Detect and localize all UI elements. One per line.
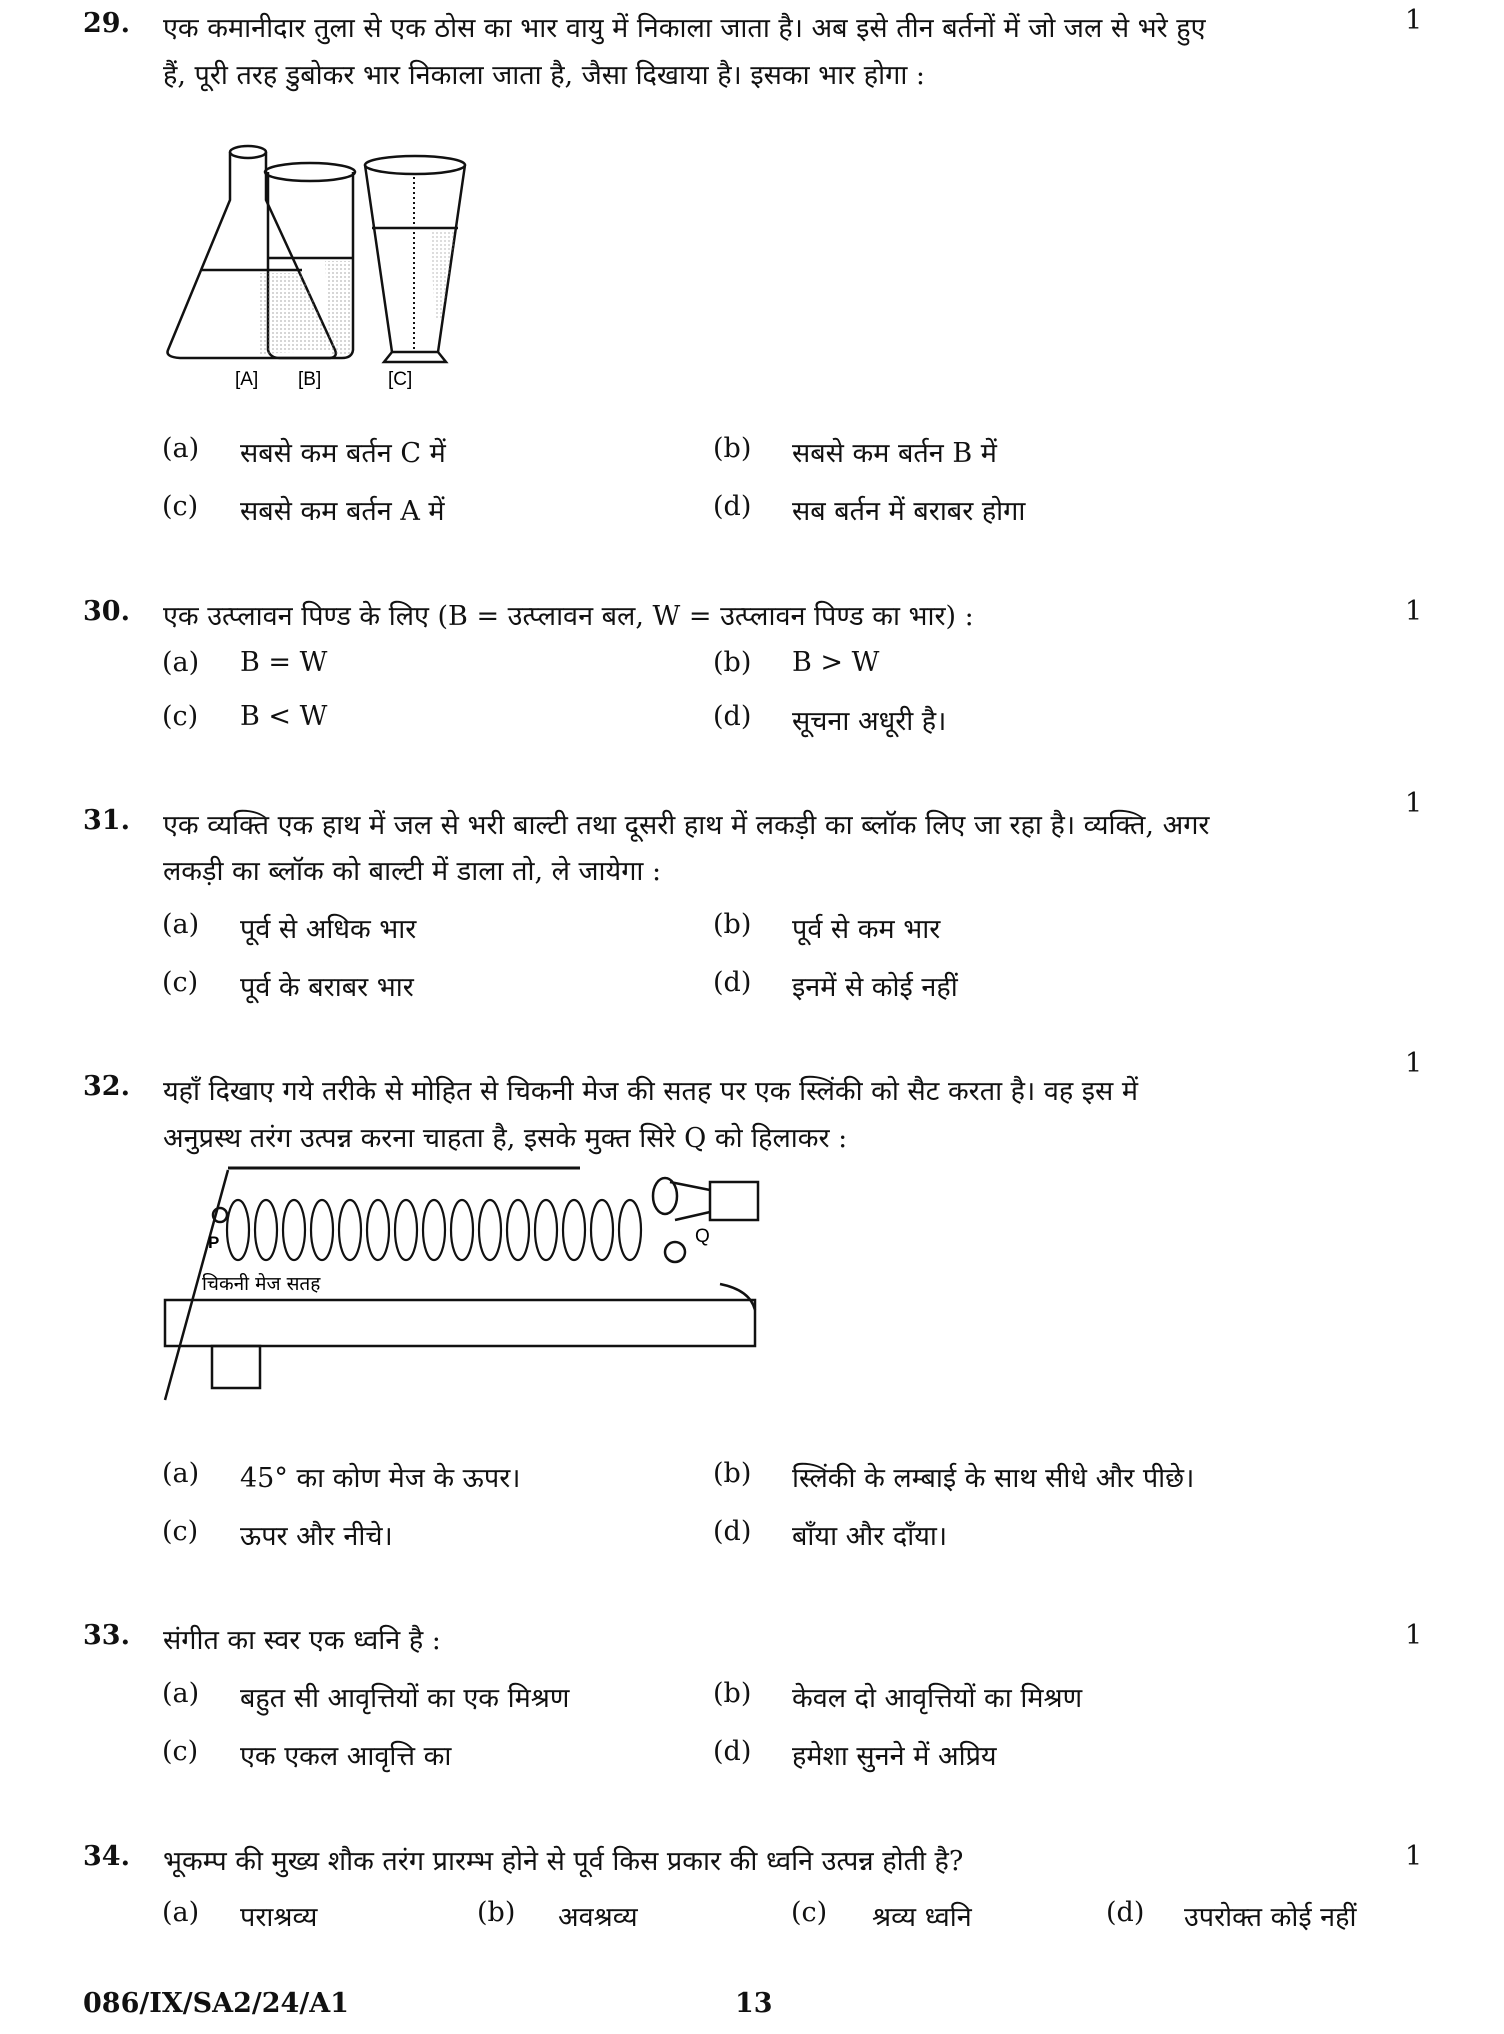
- option-label: (d): [713, 491, 752, 522]
- marks: 1: [1405, 1048, 1423, 1079]
- slinky-coil: [563, 1200, 585, 1260]
- option-text: पूर्व से कम भार: [792, 914, 941, 945]
- option-label: (b): [477, 1897, 516, 1928]
- figure-label-a: [A]: [235, 369, 259, 390]
- question-number: 32.: [83, 1071, 130, 1102]
- option-label: (d): [713, 967, 752, 998]
- option-text: हमेशा सुनने में अप्रिय: [792, 1741, 997, 1772]
- option-label: (a): [162, 433, 200, 464]
- option-label: (c): [162, 1516, 199, 1547]
- option-text: अवश्रव्य: [558, 1902, 638, 1933]
- option-text: सबसे कम बर्तन B में: [792, 438, 997, 469]
- marks: 1: [1405, 1620, 1423, 1651]
- option-text: एक एकल आवृत्ति का: [240, 1741, 452, 1772]
- option-label: (d): [713, 1736, 752, 1767]
- paper-code: 086/IX/SA2/24/A1: [83, 1988, 349, 2019]
- question-text: यहाँ दिखाए गये तरीके से मोहित से चिकनी मेज की सतह पर एक स्लिंकी को सैट करता है। वह इस में: [163, 1076, 1139, 1107]
- option-text: पूर्व के बराबर भार: [240, 972, 414, 1003]
- slinky-coil: [423, 1200, 445, 1260]
- option-label: (b): [713, 433, 752, 464]
- question-text: लकड़ी का ब्लॉक को बाल्टी में डाला तो, ले जायेगा :: [163, 856, 662, 887]
- option-label: (d): [1106, 1897, 1145, 1928]
- slinky-coil: [227, 1200, 249, 1260]
- slinky-coil: [339, 1200, 361, 1260]
- question-text: भूकम्प की मुख्य शौक तरंग प्रारम्भ होने से पूर्व किस प्रकार की ध्वनि उत्पन्न होती है?: [163, 1846, 964, 1877]
- option-label: (a): [162, 1458, 200, 1489]
- option-text: B = W: [240, 647, 328, 678]
- slinky-coil: [311, 1200, 333, 1260]
- page-number: 13: [735, 1988, 773, 2019]
- option-label: (c): [162, 491, 199, 522]
- slinky-coil: [535, 1200, 557, 1260]
- option-text: इनमें से कोई नहीं: [792, 972, 958, 1003]
- option-label: (a): [162, 1897, 200, 1928]
- slinky-coil: [451, 1200, 473, 1260]
- marks: 1: [1405, 596, 1423, 627]
- option-text: सूचना अधूरी है।: [792, 706, 947, 737]
- slinky-table-figure: [150, 1160, 800, 1410]
- option-text: बहुत सी आवृत्तियों का एक मिश्रण: [240, 1683, 570, 1714]
- option-label: (b): [713, 1678, 752, 1709]
- option-label: (c): [791, 1897, 828, 1928]
- option-text: श्रव्य ध्वनि: [872, 1902, 972, 1933]
- slinky-coil: [255, 1200, 277, 1260]
- option-label: (a): [162, 647, 200, 678]
- option-text: B < W: [240, 701, 328, 732]
- question-number: 29.: [83, 8, 130, 39]
- option-label: (c): [162, 967, 199, 998]
- question-number: 33.: [83, 1620, 130, 1651]
- marks: 1: [1405, 788, 1423, 819]
- marks: 1: [1405, 5, 1423, 36]
- question-text: एक व्यक्ति एक हाथ में जल से भरी बाल्टी तथा दूसरी हाथ में लकड़ी का ब्लॉक लिए जा रहा है। व्यक्ति, अगर: [163, 810, 1210, 841]
- option-text: केवल दो आवृत्तियों का मिश्रण: [792, 1683, 1083, 1714]
- figure-label-c: [C]: [388, 369, 413, 390]
- option-label: (a): [162, 909, 200, 940]
- option-text: पराश्रव्य: [240, 1902, 318, 1933]
- option-label: (d): [713, 701, 752, 732]
- question-text: एक उत्प्लावन पिण्ड के लिए (B = उत्प्लावन बल, W = उत्प्लावन पिण्ड का भार) :: [163, 601, 974, 632]
- option-text: ऊपर और नीचे।: [240, 1521, 393, 1552]
- vessels-figure: [160, 140, 680, 400]
- option-text: पूर्व से अधिक भार: [240, 914, 417, 945]
- slinky-coil: [367, 1200, 389, 1260]
- option-label: (a): [162, 1678, 200, 1709]
- option-label: (c): [162, 1736, 199, 1767]
- option-label: (b): [713, 647, 752, 678]
- slinky-coil: [591, 1200, 613, 1260]
- question-text: एक कमानीदार तुला से एक ठोस का भार वायु में निकाला जाता है। अब इसे तीन बर्तनों में जो जल से भरे हुए: [163, 13, 1206, 44]
- slinky-coil: [479, 1200, 501, 1260]
- option-text: B > W: [792, 647, 880, 678]
- option-text: सबसे कम बर्तन C में: [240, 438, 446, 469]
- option-text: स्लिंकी के लम्बाई के साथ सीधे और पीछे।: [792, 1463, 1195, 1494]
- slinky-coil: [283, 1200, 305, 1260]
- option-label: (b): [713, 1458, 752, 1489]
- slinky-coil: [507, 1200, 529, 1260]
- question-text: अनुप्रस्थ तरंग उत्पन्न करना चाहता है, इसके मुक्त सिरे Q को हिलाकर :: [163, 1123, 848, 1154]
- slinky-coil: [395, 1200, 417, 1260]
- question-text: संगीत का स्वर एक ध्वनि है :: [163, 1625, 441, 1656]
- option-label: (d): [713, 1516, 752, 1547]
- question-number: 30.: [83, 596, 130, 627]
- marks: 1: [1405, 1841, 1423, 1872]
- option-text: उपरोक्त कोई नहीं: [1184, 1902, 1357, 1933]
- option-label: (c): [162, 701, 199, 732]
- question-number: 34.: [83, 1841, 130, 1872]
- slinky-coil: [619, 1200, 641, 1260]
- question-number: 31.: [83, 805, 130, 836]
- option-label: (b): [713, 909, 752, 940]
- option-text: 45° का कोण मेज के ऊपर।: [240, 1463, 521, 1494]
- figure-label-b: [B]: [298, 369, 322, 390]
- table-surface-label: चिकनी मेज सतह: [202, 1273, 321, 1295]
- question-text: हैं, पूरी तरह डुबोकर भार निकाला जाता है, जैसा दिखाया है। इसका भार होगा :: [163, 60, 925, 91]
- label-q: Q: [695, 1226, 710, 1247]
- option-text: बाँया और दाँया।: [792, 1521, 948, 1552]
- option-text: सब बर्तन में बराबर होगा: [792, 496, 1026, 527]
- option-text: सबसे कम बर्तन A में: [240, 496, 445, 527]
- label-p: P: [208, 1233, 220, 1252]
